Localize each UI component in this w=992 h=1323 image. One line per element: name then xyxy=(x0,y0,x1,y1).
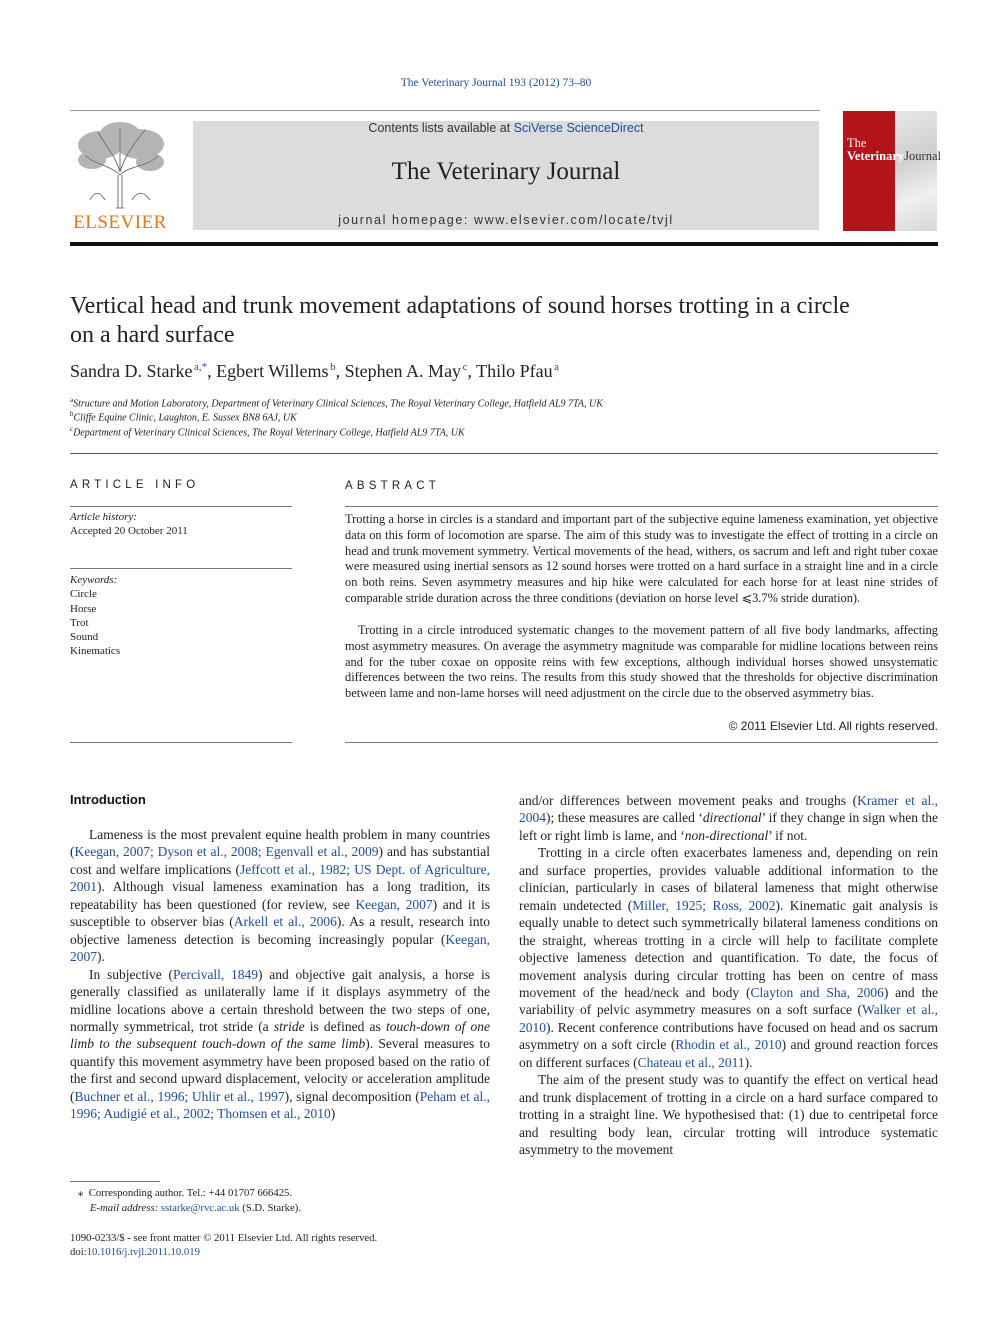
text-run: ). As a result, research into objective lameness detection is becoming increasingly popular ( xyxy=(70,914,490,947)
issn-line: 1090-0233/$ - see front matter © 2011 Elsevier Ltd. All rights reserved. xyxy=(70,1232,378,1244)
text-run: ) xyxy=(330,1106,336,1122)
text-run: ) and objective gait analysis, a horse is generally classified as unilaterally lame if it displays asymmetry of the midline locations above a certain threshold between the two steps of one, normally symmetrical, trot stride (a xyxy=(70,966,490,1034)
text-run: In subjective ( xyxy=(89,966,173,982)
text-run: ). Although visual lameness examination has a long tradition, its repeatability has been questioned (for review, see xyxy=(70,879,490,912)
author-name[interactable]: Sandra D. Starke xyxy=(70,361,193,381)
keyword-item: Circle xyxy=(70,588,97,601)
keyword-item: Trot xyxy=(70,616,89,629)
citation-link[interactable]: Rhodin et al., 2010 xyxy=(675,1037,782,1053)
text-run: ). xyxy=(97,949,105,965)
body-column-left xyxy=(70,826,490,1123)
author-name[interactable]: Thilo Pfau xyxy=(476,361,553,381)
cover-title-veterinary: Veterinary xyxy=(847,149,905,163)
text-run: ) and has substantial cost and welfare implications ( xyxy=(70,844,490,877)
contents-line xyxy=(193,121,819,135)
text-run: Lameness is the most prevalent equine health problem in many countries ( xyxy=(70,827,490,860)
citation-link[interactable]: Chateau et al., 2011 xyxy=(637,1054,745,1070)
text-run: is defined as xyxy=(304,1018,386,1034)
keywords-label: Keywords: xyxy=(70,574,118,586)
text-run: ). Recent conference contributions have focused on head and os sacrum asymmetry on a soft circle ( xyxy=(519,1019,938,1053)
article-history-value: Accepted 20 October 2011 xyxy=(70,525,188,537)
journal-title: The Veterinary Journal xyxy=(391,158,621,185)
doi-line xyxy=(70,1245,377,1259)
abstract-paragraph-2: Trotting in a circle introduced systematic changes to the movement pattern of all five body landmarks, affecting most asymmetry measures. On average the asymmetry magnitude was comparable for midline locations between reins and for the tuber coxae on opposite reins with few exceptions, although individual horses showed unsystematic differences between the two reins. The results from this study showed that the thresholds for objective discrimination between lame and non-lame horses will need adjustment on the circle due to the observed asymmetry bias. xyxy=(345,623,938,701)
footnote-star: ⁎ xyxy=(78,1187,84,1199)
doi-label: doi: xyxy=(70,1246,87,1258)
body-paragraph: The aim of the present study was to quantify the effect on vertical head and trunk displacement of trotting in a circle on a hard surface compared to trotting in a straight line. We hypothesised that: (1) due to centripetal force and resulting body lean, circular trotting will introduce systematic asymmetry to the movement xyxy=(519,1072,938,1158)
citation-link[interactable]: Buchner et al., 1996; Uhlir et al., 1997 xyxy=(74,1088,285,1104)
introduction-heading: Introduction xyxy=(70,792,146,807)
footnote-corresponding: Corresponding author. Tel.: +44 01707 666425. xyxy=(88,1187,293,1199)
affiliation-a xyxy=(70,396,603,409)
affil-sup: b xyxy=(70,410,74,418)
abstract-rule xyxy=(345,506,938,507)
affil-text: Structure and Motion Laboratory, Department of Veterinary Clinical Sciences, The Royal Veterinary College, Hatfield AL9 7TA, UK xyxy=(73,398,603,410)
email-label: E-mail address: xyxy=(90,1201,161,1214)
affiliation-b xyxy=(70,410,297,423)
footnote-line xyxy=(70,1186,301,1201)
text-run: ) and ground reaction forces on different surfaces ( xyxy=(519,1037,938,1070)
cover-title xyxy=(847,137,941,163)
abstract-paragraph-1: Trotting a horse in circles is a standard and important part of the subjective equine lameness examination, yet objective data on this form of locomotion are sparse. The aim of this study was to investigate the effect of trotting in a circle on head and trunk movement symmetry. Vertical movements of the head, withers, os sacrum and left and right tuber coxae were measured using inertial sensors as 12 sound horses were trotted on a hard surface in a straight line and in a circle on both reins. Seven asymmetry measures and hip hike were calculated for each horse for at least nine strides of comparable stride duration across the three conditions (deviation on horse level ⩽3.7% stride duration). xyxy=(345,512,938,605)
citation-link[interactable]: Peham et al., 1996; Audigié et al., 2002; Thomsen et al., 2010 xyxy=(70,1088,490,1122)
article-info-rule xyxy=(70,506,292,507)
text-run: ) and it is susceptible to observer bias ( xyxy=(70,896,490,930)
affil-text: Cliffe Equine Clinic, Laughton, E. Sussex BN8 6AJ, UK xyxy=(73,412,297,424)
doi-link[interactable]: 10.1016/j.tvjl.2011.10.019 xyxy=(86,1246,200,1258)
text-run: and/or differences between movement peaks and troughs ( xyxy=(519,793,858,808)
affiliation-rule xyxy=(70,453,938,454)
citation-link[interactable]: Keegan, 2007 xyxy=(70,931,490,965)
abstract-bottom-rule xyxy=(345,742,938,743)
cover-title-line2 xyxy=(847,150,941,163)
citation-link[interactable]: Keegan, 2007 xyxy=(355,896,433,912)
affil-sup: c xyxy=(70,425,74,433)
text-run: ); these measures are called ‘ xyxy=(546,810,703,826)
contents-prefix: Contents lists available at xyxy=(368,121,514,135)
text-run: ’ if not. xyxy=(768,827,808,843)
citation-link[interactable]: Keegan, 2007; Dyson et al., 2008; Egenvall et al., 2009 xyxy=(74,844,379,860)
italic-term: stride xyxy=(273,1018,305,1034)
journal-homepage[interactable]: journal homepage: www.elsevier.com/locate/tvjl xyxy=(338,213,674,227)
body-paragraph xyxy=(70,966,490,1123)
keywords-block xyxy=(70,573,120,659)
citation-link[interactable]: Kramer et al., 2004 xyxy=(519,793,938,826)
text-run: ). Kinematic gait analysis is equally unable to detect such symmetrically bilateral lameness conditions on the straight, whereas trotting in a circle will help to facilitate complete objective lameness detection and quantification. To date, the focus of movement analysis during circular trotting has been on centre of mass movement of the head/neck and body ( xyxy=(519,897,938,1000)
text-run: Trotting in a circle often exacerbates lameness and, depending on rein and surface properties, provides valuable additional information to the clinician, particularly in cases of bilateral lameness that might otherwise remain undetected ( xyxy=(519,845,938,913)
affiliation-c xyxy=(70,425,465,438)
footnote-rule xyxy=(70,1181,160,1182)
footnote-email-line xyxy=(70,1201,301,1216)
header-thick-rule xyxy=(70,242,938,246)
text-run: ) and the variability of pelvic asymmetry measures on a soft surface ( xyxy=(519,984,938,1018)
body-paragraph xyxy=(70,826,490,966)
article-history-label: Article history: xyxy=(70,511,137,523)
article-info-heading: ARTICLE INFO xyxy=(70,479,200,491)
citation-link[interactable]: Arkell et al., 2006 xyxy=(233,914,337,930)
cover-title-journal: Journal xyxy=(904,149,941,163)
text-run: ). xyxy=(744,1054,753,1070)
text-run: ’ if they change in sign when the left or right limb is lame, and ‘ xyxy=(519,810,938,843)
email-suffix: (S.D. Starke). xyxy=(239,1201,301,1214)
author-affil-sup[interactable]: c xyxy=(462,361,468,373)
body-paragraph xyxy=(519,844,938,1071)
elsevier-wordmark: ELSEVIER xyxy=(73,212,167,233)
citation-link[interactable]: Percivall, 1849 xyxy=(172,966,259,982)
article-info-rule xyxy=(70,568,292,569)
journal-cover-thumbnail xyxy=(843,111,941,231)
author-list: Sandra D. Starke $^{a,*}$, Egbert Willems $^b$, Stephen A. May $^c$, Thilo Pfau $^a$ xyxy=(70,361,560,381)
sciencedirect-link[interactable]: SciVerse ScienceDirect xyxy=(513,121,644,135)
author-name[interactable]: Egbert Willems xyxy=(216,361,329,381)
citation-link[interactable]: Miller, 1925; Ross, 2002 xyxy=(632,897,776,913)
citation-link[interactable]: Clayton and Sha, 2006 xyxy=(750,984,884,1000)
citation-link[interactable]: Walker et al., 2010 xyxy=(519,1002,938,1035)
citation-link[interactable]: Jeffcott et al., 1982; US Dept. of Agriculture, 2001 xyxy=(70,861,490,895)
affil-text: Department of Veterinary Clinical Sciences, The Royal Veterinary College, Hatfield AL9 7TA, UK xyxy=(73,427,465,439)
keyword-item: Horse xyxy=(70,602,97,615)
italic-term: non-directional xyxy=(684,827,769,843)
text-run: ). Several measures to quantify this movement asymmetry have been proposed based on the ratio of the first and second upward displacement, velocity or acceleration amplitude ( xyxy=(70,1036,490,1104)
issn-block xyxy=(70,1231,377,1259)
abstract-copyright: © 2011 Elsevier Ltd. All rights reserved. xyxy=(728,719,938,733)
cover-marble-panel xyxy=(895,111,937,231)
text-run: ), signal decomposition ( xyxy=(284,1088,420,1104)
keyword-item: Kinematics xyxy=(70,645,121,658)
abstract-heading: ABSTRACT xyxy=(345,480,440,492)
italic-term: touch-down of one limb to the subsequent touch-down of the same limb xyxy=(70,1018,490,1052)
affil-sup: a xyxy=(70,396,74,404)
body-column-right xyxy=(519,792,938,1159)
keyword-item: Sound xyxy=(70,631,99,644)
author-name[interactable]: Stephen A. May xyxy=(344,361,462,381)
body-paragraph xyxy=(519,792,938,844)
corresponding-author-footnote xyxy=(70,1186,301,1215)
cover-title-the: The xyxy=(847,136,867,150)
author-affil-sup[interactable]: a xyxy=(554,361,560,373)
author-affil-sup[interactable]: a,* xyxy=(193,361,208,373)
email-link[interactable]: sstarke@rvc.ac.uk xyxy=(160,1201,240,1214)
cover-red-panel xyxy=(843,111,895,231)
article-title: Vertical head and trunk movement adaptations of sound horses trotting in a circle on a hard surface xyxy=(70,293,850,348)
author-affil-sup[interactable]: b xyxy=(330,361,336,373)
header-rule xyxy=(70,110,820,111)
italic-term: directional xyxy=(702,810,762,826)
article-info-bottom-rule xyxy=(70,742,292,743)
journal-reference[interactable]: The Veterinary Journal 193 (2012) 73–80 xyxy=(400,77,592,89)
